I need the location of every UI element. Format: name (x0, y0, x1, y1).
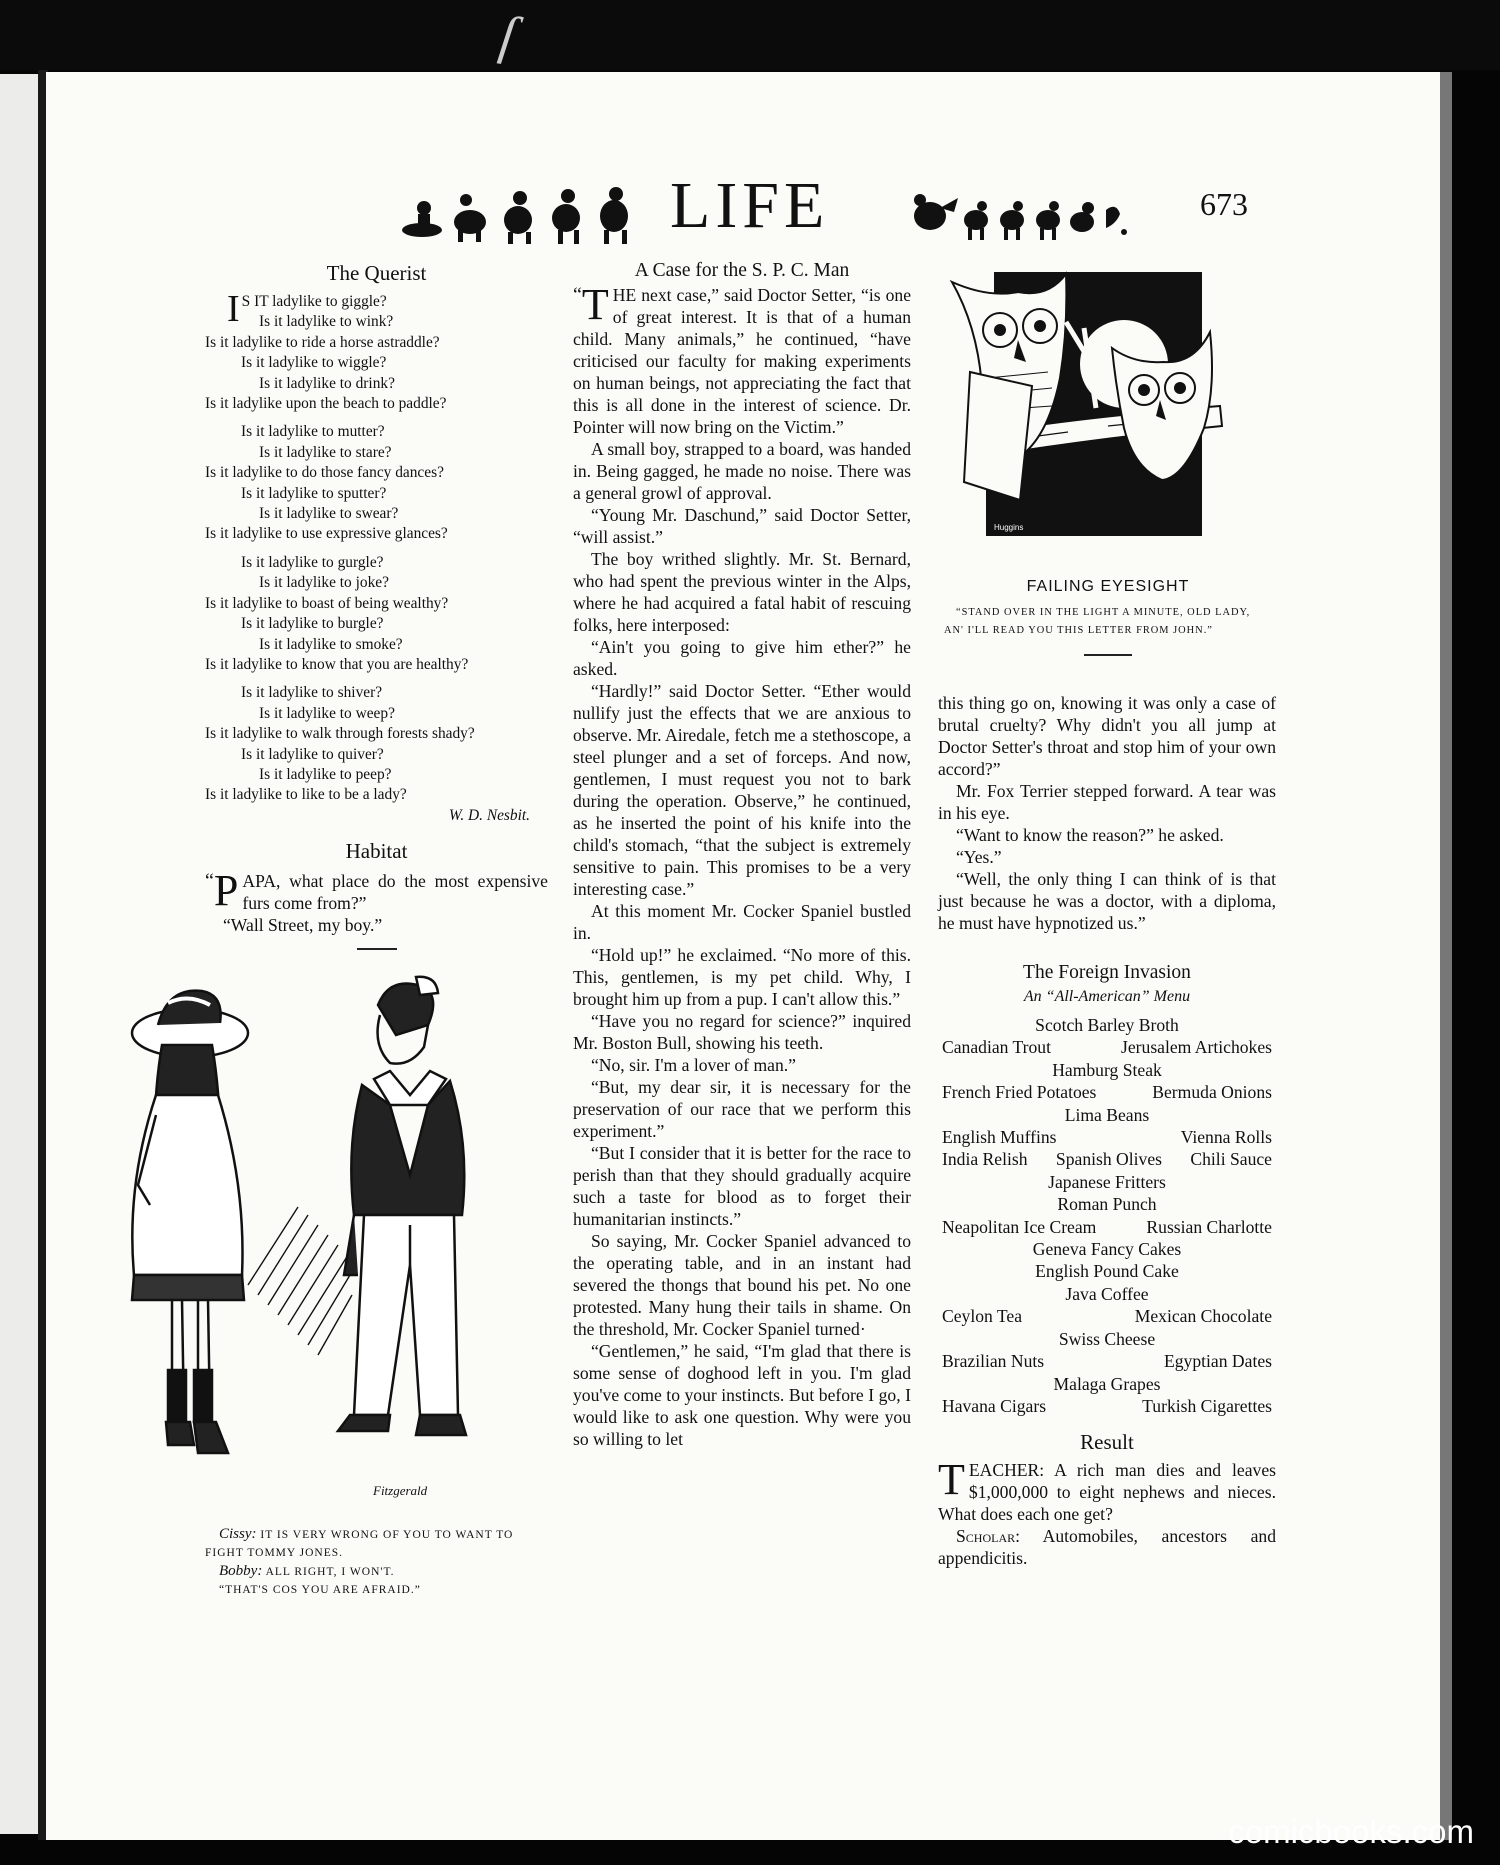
verse-line: Is it ladylike to stare? (259, 443, 392, 461)
spc-paragraph-text: HE next case,” said Doctor Setter, “is one of great interest. It is that of a human child. Many animals,” he continued, “have criticised our faculty for making experiments on human beings, not appreciating the fact that this is all done in the interest of science. Dr. Pointer will now bring on the Victim.” (573, 285, 911, 437)
menu-line (938, 1059, 1276, 1081)
menu-line (938, 1373, 1276, 1395)
menu-item: Vienna Rolls (1180, 1127, 1272, 1148)
menu-item: Chili Sauce (1190, 1149, 1272, 1170)
menu-item: Havana Cigars (942, 1395, 1047, 1416)
cartoon1-caption (205, 1525, 545, 1599)
result-scholar (938, 1525, 1276, 1569)
menu-item: Roman Punch (1057, 1194, 1157, 1215)
caption-speaker: Bobby: (219, 1563, 263, 1579)
spc-continuation-paragraphs (938, 692, 1276, 934)
menu-item: Japanese Fritters (1048, 1171, 1166, 1192)
spc-paragraph: So saying, Mr. Cocker Spaniel advanced to the operating table, and in an instant had severed the thongs that bound his pet. No one protested. Many hung their tails in shame. On the threshold, Mr. Cocker Spaniel turned· (573, 1231, 911, 1339)
spc-paragraph (573, 280, 911, 438)
menu-item: Russian Charlotte (1146, 1216, 1272, 1237)
menu-item: Malaga Grapes (1053, 1373, 1161, 1394)
verse-line: Is it ladylike to smoke? (259, 635, 403, 653)
verse-line: Is it ladylike upon the beach to paddle? (205, 395, 447, 413)
menu-item: Brazilian Nuts (942, 1351, 1045, 1372)
spc-dropcap: T (581, 280, 609, 329)
spc-continuation (938, 692, 1276, 1569)
cartoon-owls (948, 268, 1238, 548)
menu-line (938, 1395, 1276, 1417)
result-dropcap: T (938, 1455, 965, 1505)
menu-item: Neapolitan Ice Cream (942, 1216, 1097, 1237)
spc-paragraph: A small boy, strapped to a board, was handed in. Being gagged, he made no noise. There was a general growl of approval. (573, 439, 911, 503)
menu-line (938, 1305, 1276, 1327)
menu-item: Mexican Chocolate (1134, 1306, 1272, 1327)
spc-paragraph: The boy writhed slightly. Mr. St. Bernard, who had spent the previous winter in the Alps, where he had acquired a fatal habit of rescuing folks, here interposed: (573, 549, 911, 635)
verse-line: Is it ladylike to joke? (259, 574, 389, 592)
menu-line (938, 1328, 1276, 1350)
pencil-mark: ſ (495, 4, 520, 66)
menu-line (938, 1014, 1276, 1036)
verse-line: Is it ladylike to walk through forests shady? (205, 725, 475, 743)
habitat-reply: “Wall Street, my boy.” (223, 915, 383, 936)
menu-item: Jerusalem Artichokes (1121, 1037, 1272, 1058)
habitat-paragraph-text: APA, what place do the most expensive furs come from?” (242, 871, 548, 914)
page-number: 673 (1200, 186, 1248, 222)
menu-item: Spanish Olives (1055, 1149, 1162, 1170)
result-teacher (938, 1455, 1276, 1525)
masthead (400, 169, 1160, 250)
querist-lines (205, 312, 548, 805)
verse-line: Is it ladylike to boast of being wealthy? (205, 594, 449, 612)
masthead-figures-right-icon (910, 186, 1130, 246)
habitat-paragraph (205, 866, 548, 916)
spc-paragraph: “Yes.” (956, 847, 1002, 867)
menu-item: Turkish Cigarettes (1142, 1395, 1272, 1416)
habitat-open-quote: “ (205, 870, 214, 893)
spc-paragraphs (573, 438, 911, 1450)
menu-line (938, 1216, 1276, 1238)
verse-line: Is it ladylike to do those fancy dances? (205, 464, 444, 482)
verse-line: Is it ladylike to like to be a lady? (205, 786, 407, 804)
verse-line: Is it ladylike to ride a horse astraddle? (205, 333, 440, 351)
menu-line (938, 1148, 1276, 1170)
invasion-subtitle: An “All-American” Menu (1023, 988, 1191, 1005)
verse-line-text: S IT ladylike to giggle? (241, 293, 387, 310)
querist-title: The Querist (326, 261, 427, 285)
result-title: Result (1080, 1430, 1134, 1455)
section-divider (1084, 654, 1132, 656)
spc-paragraph: this thing go on, knowing it was only a case of brutal cruelty? Why didn't you all jump at Doctor Setter's throat and stop him of your own accord?” (938, 693, 1276, 779)
result-teacher-text: EACHER: A rich man dies and leaves $1,000,000 to eight nephews and nieces. What does each one get? (938, 1460, 1276, 1525)
page-right-edge (1440, 72, 1452, 1840)
menu-item: Swiss Cheese (1058, 1328, 1156, 1349)
verse-line: Is it ladylike to wiggle? (241, 354, 387, 372)
verse-line: Is it ladylike to use expressive glances? (205, 525, 448, 543)
menu-item: Geneva Fancy Cakes (1032, 1239, 1182, 1260)
result-scholar-text: : Automobiles, ancestors and appendicitis. (938, 1526, 1276, 1569)
caption-speaker: Cissy: (219, 1526, 257, 1542)
column-left (205, 262, 548, 962)
spc-paragraph: “But I consider that it is better for the race to perish than that they should gradually acquire such a taste for blood as to forget their humanitarian instincts.” (573, 1143, 911, 1229)
verse-line: Is it ladylike to gurgle? (241, 553, 384, 571)
menu-item: English Pound Cake (1035, 1261, 1179, 1282)
cartoon1-signature: Fitzgerald (373, 1483, 428, 1498)
verse-line: Is it ladylike to peep? (259, 765, 392, 783)
spc-paragraph: “Well, the only thing I can think of is that just because he was a doctor, with a diploma, he must have hypnotized us.” (938, 869, 1276, 933)
cartoon2-caption: “STAND OVER IN THE LIGHT A MINUTE, OLD LADY, AN' I'LL READ YOU THIS LETTER FROM JOHN.” (944, 607, 1251, 636)
querist-dropcap: I (227, 288, 240, 330)
verse-line: Is it ladylike to quiver? (241, 745, 384, 763)
menu-item: French Fried Potatoes (942, 1082, 1097, 1103)
habitat-text (205, 866, 548, 936)
menu-line (938, 1171, 1276, 1193)
menu-line (938, 1081, 1276, 1103)
verse-line: Is it ladylike to know that you are healthy? (205, 655, 469, 673)
scan-top-border (0, 0, 1500, 70)
menu-item: Hamburg Steak (1052, 1059, 1162, 1080)
menu-item: Java Coffee (1065, 1283, 1149, 1304)
spc-paragraph: “Hardly!” said Doctor Setter. “Ether would nullify just the effects that we are anxious to observe. Mr. Airedale, fetch me a stethoscope, a steel plunger and a set of forceps. And now, gentlemen, I must request you not to bark during the operation. Observe,” he continued, as he inserted the point of his knife into the child's stomach, “that the subject is extremely sensitive to pain. This promises to be a very interesting case.” (573, 681, 911, 899)
menu-line (938, 1104, 1276, 1126)
verse-line: Is it ladylike to weep? (259, 704, 395, 722)
menu-line (938, 1283, 1276, 1305)
column-middle (573, 260, 911, 1450)
menu-item: Egyptian Dates (1164, 1351, 1272, 1372)
menu-line (938, 1193, 1276, 1215)
cartoon2-title: FAILING EYESIGHT (1026, 578, 1190, 595)
spc-paragraph: “Ain't you going to give him ether?” he asked. (573, 637, 911, 679)
menu-line (938, 1036, 1276, 1058)
menu-item: Lima Beans (1064, 1104, 1150, 1125)
habitat-dropcap: P (213, 866, 239, 916)
verse-line: Is it ladylike to swear? (259, 505, 399, 523)
menu-line (938, 1126, 1276, 1148)
menu-item: Scotch Barley Broth (1035, 1015, 1179, 1035)
menu-item: Ceylon Tea (942, 1306, 1023, 1327)
spc-paragraph: Mr. Fox Terrier stepped forward. A tear was in his eye. (938, 781, 1276, 823)
habitat-title: Habitat (345, 839, 408, 864)
spc-paragraph: “Want to know the reason?” he asked. (956, 825, 1224, 845)
masthead-title: LIFE (670, 169, 830, 242)
verse-line: Is it ladylike to wink? (259, 313, 394, 331)
verse-line: Is it ladylike to sputter? (241, 484, 387, 502)
column-right (938, 576, 1278, 668)
verse-line: Is it ladylike to shiver? (241, 684, 383, 702)
querist-poem (205, 288, 548, 826)
spc-paragraph: “Have you no regard for science?” inquired Mr. Boston Bull, showing his teeth. (573, 1011, 911, 1053)
spc-paragraph: “Hold up!” he exclaimed. “No more of this. This, gentlemen, is my pet child. Why, I brought him up from a pup. I can't allow this.” (573, 945, 911, 1009)
caption-text: “THAT'S COS YOU ARE AFRAID.” (219, 1584, 421, 1596)
menu-item: India Relish (942, 1149, 1028, 1170)
menu-item: English Muffins (942, 1127, 1057, 1148)
invasion-menu (938, 1014, 1276, 1417)
spc-paragraph: At this moment Mr. Cocker Spaniel bustled in. (573, 901, 911, 943)
spc-paragraph: “But, my dear sir, it is necessary for the preservation of our race that we perform this experiment.” (573, 1077, 911, 1141)
watermark: comicbooks.com (1228, 1813, 1474, 1850)
caption-text: ALL RIGHT, I WON'T. (265, 1566, 395, 1578)
spc-open-quote: “ (573, 284, 582, 306)
invasion-title: The Foreign Invasion (1023, 962, 1191, 983)
spc-paragraph: “Gentlemen,” he said, “I'm glad that there is some sense of doghood left in you. I'm glad you've come to your instincts. But before I go, I would like to ask one question. Why were you so willing to let (573, 1341, 911, 1449)
masthead-figures-left-icon (400, 186, 650, 246)
menu-line (938, 1238, 1276, 1260)
result-scholar-label: Scholar (956, 1526, 1016, 1547)
section-divider (357, 948, 397, 950)
menu-line (938, 1260, 1276, 1282)
caption-text: IT IS VERY WRONG OF YOU TO WANT TO FIGHT TOMMY JONES. (205, 1529, 514, 1559)
verse-line: Is it ladylike to mutter? (241, 423, 385, 441)
verse-line: Is it ladylike to burgle? (241, 615, 384, 633)
cartoon2-signature: Huggins (994, 523, 1024, 532)
cartoon-girl-and-boy (128, 975, 488, 1515)
menu-line (938, 1350, 1276, 1372)
spc-paragraph: “No, sir. I'm a lover of man.” (591, 1055, 796, 1075)
spc-paragraph: “Young Mr. Daschund,” said Doctor Setter, “will assist.” (573, 505, 911, 547)
querist-author: W. D. Nesbit. (448, 806, 530, 824)
menu-item: Canadian Trout (942, 1037, 1051, 1058)
spc-title: A Case for the S. P. C. Man (634, 260, 850, 281)
menu-item: Bermuda Onions (1152, 1082, 1272, 1103)
verse-line: Is it ladylike to drink? (259, 374, 395, 392)
